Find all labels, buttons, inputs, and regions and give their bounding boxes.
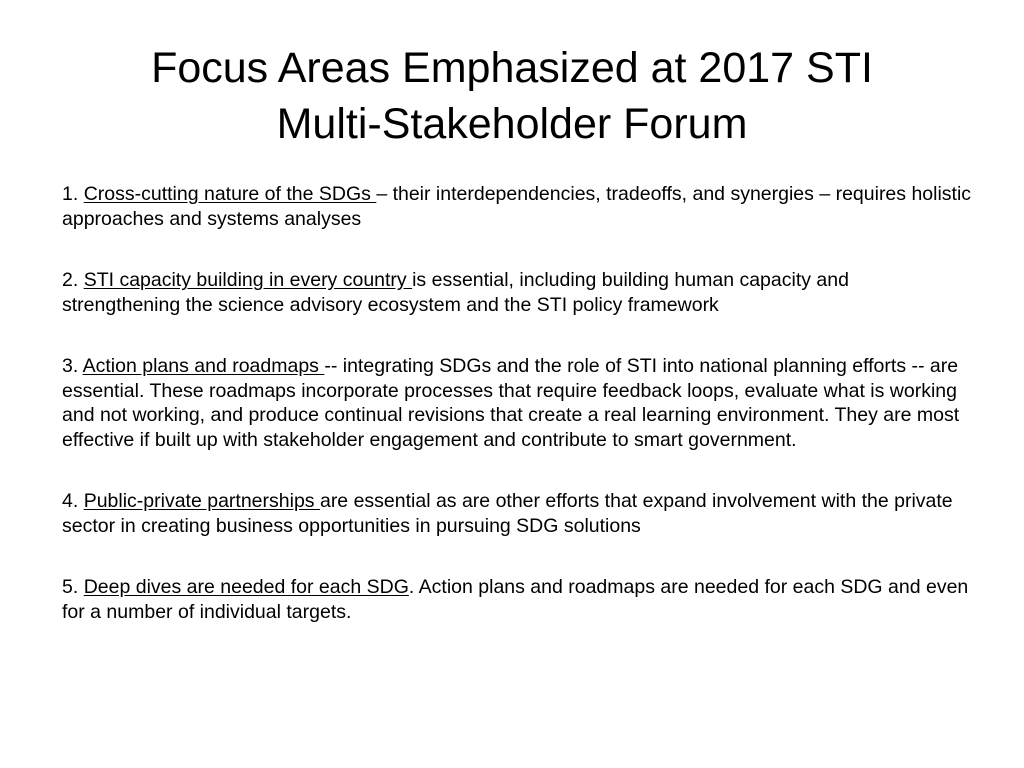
title-line-1: Focus Areas Emphasized at 2017 STI [151, 44, 873, 92]
item-heading: STI capacity building in every country [83, 269, 413, 291]
item-number: 3. [62, 355, 83, 377]
focus-item-2 [62, 268, 972, 317]
item-heading: Action plans and roadmaps [82, 355, 325, 377]
item-number: 2. [62, 269, 84, 291]
item-text: -- integrating SDGs and the role of STI into national planning efforts -- are essential. These roadmaps incorporate processes that require feedback loops, evaluate what is working and not working, and produce continual revisions that create a real learning environment. They are most effective if built up with stakeholder engagement and contribute to smart government. [62, 355, 960, 451]
item-text: – their interdependencies, tradeoffs, and synergies – requires holistic approaches and systems analyses [62, 183, 972, 230]
focus-item-4 [62, 489, 972, 538]
item-heading: Deep dives are needed for each SDG [83, 576, 409, 598]
focus-item-1 [62, 182, 972, 231]
item-text: is essential, including building human capacity and strengthening the science advisory ecosystem and the STI policy framework [62, 269, 849, 316]
item-number: 5. [62, 576, 84, 598]
slide-body [62, 182, 972, 661]
item-text: are essential as are other efforts that expand involvement with the private sector in creating business opportunities in pursuing SDG solutions [62, 490, 953, 537]
title-line-2: Multi-Stakeholder Forum [276, 100, 748, 148]
focus-item-3 [62, 354, 972, 452]
item-text: . Action plans and roadmaps are needed for each SDG and even for a number of individual targets. [62, 576, 969, 623]
focus-item-5 [62, 575, 972, 624]
item-heading: Public-private partnerships [83, 490, 320, 512]
slide-title [40, 40, 984, 152]
item-heading: Cross-cutting nature of the SDGs [83, 183, 377, 205]
item-number: 1. [62, 183, 84, 205]
item-number: 4. [62, 490, 84, 512]
